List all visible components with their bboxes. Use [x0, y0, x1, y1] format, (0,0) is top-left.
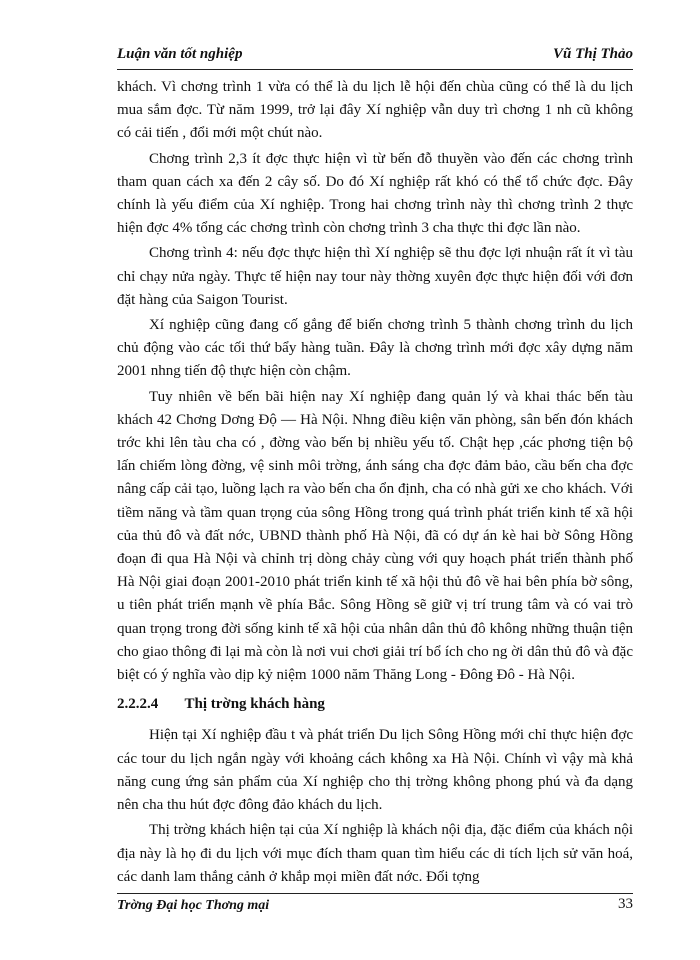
page-header — [117, 46, 633, 68]
paragraph-7: Thị trờng khách hiện tại của Xí nghiệp là khách nội địa, đặc điểm của khách nội địa này là họ đi du lịch với mục đích tham quan tìm hiểu các di tích lịch sử văn hoá, các danh lam thắng cảnh ở khắp mọi miền đất nớc. Đối tợng — [117, 822, 633, 885]
page-number: 33 — [618, 896, 633, 912]
section-heading — [117, 693, 633, 716]
university-name: Trờng Đại học Thơng mại — [117, 898, 270, 913]
paragraph-5: Tuy nhiên về bến bãi hiện nay Xí nghiệp đang quản lý và khai thác bến tàu khách 42 Chơng Dơng Độ — Hà Nội. Nhng điều kiện văn phòng, sân bến đón khách trớc khi lên tàu cha có , đờng vào bến bị nhiều yếu tố. Chật hẹp ,các phơng tiện bộ lấn chiếm lòng đờng, vệ sinh môi trờng, ánh sáng cha đợc đảm bảo, cầu bến cha đợc nâng cấp cải tạo, luồng lạch ra vào bến cha ổn định, cha có nhà gửi xe cho khách. Với tiềm năng và tầm quan trọng của sông Hồng trong quá trình phát triển kinh tế xã hội của thủ đô và đất nớc, UBND thành phố Hà Nội, đã có dự án kè hai bờ Sông Hồng đoạn đi qua Hà Nội và chỉnh trị dòng chảy cùng với quy hoạch phát triển thành phố Hà Nội giai đoạn 2001-2010 phát triển kinh tế xã hội thủ đô về hai bên phía bờ sông, u tiên phát triển mạnh về phía Bắc. Sông Hồng sẽ giữ vị trí trung tâm và có vai trò quan trọng trong đời sống kinh tế xã hội của nhân dân thủ đô không những thuận tiện cho giao thông đi lại mà còn là nơi vui chơi giải trí bổ ích cho ng ời dân thủ đô và đặc biệt có ý nghĩa vào dịp kỷ niệm 1000 năm Thăng Long - Đông Đô - Hà Nội. — [117, 388, 633, 684]
thesis-label: Luận văn tốt nghiệp — [117, 46, 243, 62]
section-title: Thị trờng khách hàng — [184, 696, 325, 713]
author-name: Vũ Thị Thảo — [552, 46, 633, 62]
footer-divider — [117, 893, 633, 894]
header-divider — [117, 69, 633, 70]
page-body — [117, 76, 633, 891]
paragraph-2: Chơng trình 2,3 ít đợc thực hiện vì từ bến đỗ thuyền vào đến các chơng trình tham quan cách xa đến 2 cây số. Do đó Xí nghiệp rất khó có thể tổ chức đợc. Đây chính là yếu điểm của Xí nghiệp. Trong hai chơng trình này thì chơng trình 2 thực hiện đợc 4% tổng các chơng trình còn chơng trình 3 cha thực thi đợc lần nào. — [117, 150, 633, 237]
paragraph-6: Hiện tại Xí nghiệp đầu t và phát triển Du lịch Sông Hồng mới chỉ thực hiện đợc các tour du lịch ngắn ngày với khoảng cách không xa Hà Nội. Chính vì vậy mà khả năng cung ứng sản phẩm của Xí nghiệp cho thị trờng không phong phú và đa dạng nên cha thu hút đợc đông đảo khách du lịch. — [117, 727, 633, 814]
paragraph-3: Chơng trình 4: nếu đợc thực hiện thì Xí nghiệp sẽ thu đợc lợi nhuận rất ít vì tàu chỉ chạy nửa ngày. Thực tế hiện nay tour này thờng xuyên đợc thực hiện đối với đơn đặt hàng của Saigon Tourist. — [117, 245, 633, 308]
paragraph-4: Xí nghiệp cũng đang cố gắng để biến chơng trình 5 thành chơng trình du lịch chủ động vào các tối thứ bẩy hàng tuần. Đây là chơng trình mới đợc xây dựng năm 2001 nhng tiến độ thực hiện còn chậm. — [117, 317, 633, 380]
paragraph-1: khách. Vì chơng trình 1 vừa có thể là du lịch lễ hội đến chùa cũng có thể là du lịch mua sắm đợc. Từ năm 1999, trở lại đây Xí nghiệp vẫn duy trì chơng 1 nh cũ không có cải tiến , đổi mới một chút nào. — [117, 79, 633, 142]
section-number: 2.2.2.4 — [117, 696, 159, 713]
page-footer — [117, 896, 633, 920]
